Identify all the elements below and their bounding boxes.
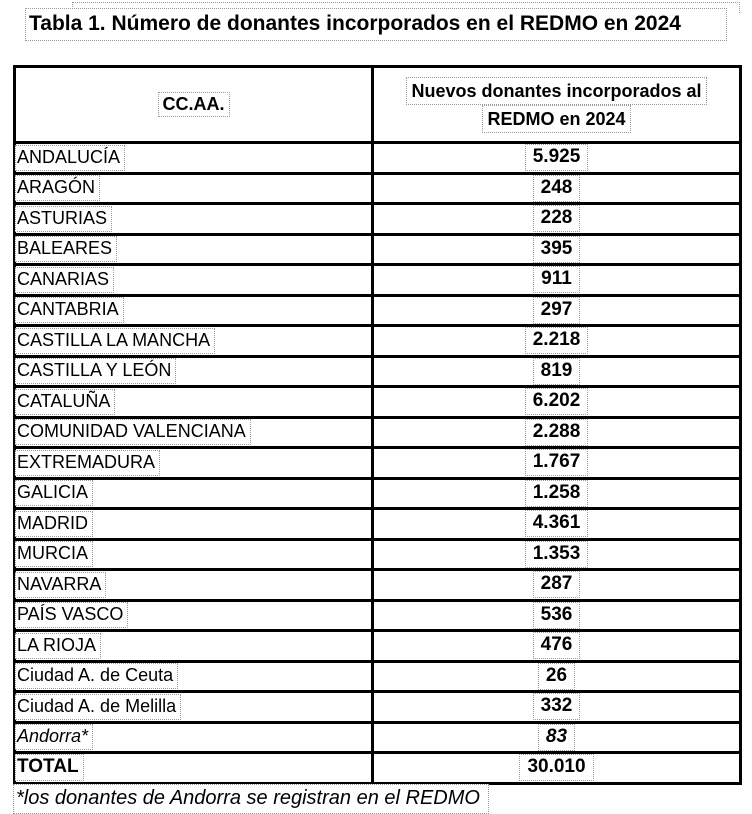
donor-count: 536	[533, 602, 581, 629]
donor-count: 1.353	[525, 541, 589, 568]
table-row	[15, 600, 741, 631]
table-row	[15, 204, 741, 235]
table-row	[15, 417, 741, 448]
table-row	[15, 326, 741, 357]
region-name: MADRID	[15, 511, 93, 537]
donor-count: 1.258	[525, 480, 589, 507]
donor-count: 395	[533, 236, 581, 263]
donor-count: 2.288	[525, 419, 589, 446]
region-name: TOTAL	[15, 754, 84, 781]
region-name: CATALUÑA	[15, 389, 115, 415]
region-name: EXTREMADURA	[15, 450, 160, 476]
region-name: ASTURIAS	[15, 206, 112, 232]
table-row	[15, 539, 741, 570]
donor-count: 26	[538, 663, 575, 690]
region-name: CASTILLA Y LEÓN	[15, 358, 176, 384]
header-donors-label-line2: REDMO en 2024	[482, 105, 630, 133]
footnote-container	[13, 784, 489, 814]
table-row	[15, 448, 741, 479]
donor-count: 1.767	[525, 449, 589, 476]
table-row	[15, 173, 741, 204]
region-name: LA RIOJA	[15, 633, 101, 659]
donor-count: 6.202	[525, 388, 589, 415]
donor-count: 819	[533, 358, 581, 385]
region-name: COMUNIDAD VALENCIANA	[15, 419, 251, 445]
region-name: NAVARRA	[15, 572, 106, 598]
table-row	[15, 570, 741, 601]
table-row	[15, 753, 741, 784]
header-ccaa-label: CC.AA.	[158, 92, 230, 117]
table-row	[15, 661, 741, 692]
table-row	[15, 478, 741, 509]
footnote: *los donantes de Andorra se registran en el REDMO	[13, 784, 489, 814]
table-row	[15, 356, 741, 387]
table-body	[15, 143, 741, 784]
table-row	[15, 722, 741, 753]
header-row	[15, 67, 741, 143]
donor-count: 287	[533, 571, 581, 598]
table-row	[15, 265, 741, 296]
region-name: Ciudad A. de Melilla	[15, 694, 181, 720]
donor-count: 911	[533, 266, 580, 293]
region-name: Andorra*	[15, 724, 93, 750]
donor-count: 248	[533, 175, 581, 202]
table-row	[15, 387, 741, 418]
donor-count: 228	[533, 205, 581, 232]
donor-count: 5.925	[525, 144, 589, 171]
region-name: PAÍS VASCO	[15, 602, 128, 628]
donor-count: 2.218	[525, 327, 589, 354]
region-name: BALEARES	[15, 236, 117, 262]
region-name: CANARIAS	[15, 267, 114, 293]
region-name: ANDALUCÍA	[15, 145, 125, 171]
table-row	[15, 631, 741, 662]
header-donors-label-line1: Nuevos donantes incorporados al	[406, 77, 706, 105]
table-row	[15, 143, 741, 174]
donor-count: 297	[533, 297, 581, 324]
donor-count: 476	[533, 632, 581, 659]
donor-count: 83	[538, 724, 575, 751]
region-name: Ciudad A. de Ceuta	[15, 663, 178, 689]
donor-count: 30.010	[519, 754, 593, 781]
header-cell-ccaa	[15, 67, 373, 143]
header-cell-donors	[373, 67, 741, 143]
table-row	[15, 509, 741, 540]
donor-count: 332	[533, 693, 581, 720]
donors-table	[13, 65, 742, 785]
donor-count: 4.361	[525, 510, 589, 537]
region-name: CASTILLA LA MANCHA	[15, 328, 215, 354]
region-name: MURCIA	[15, 541, 93, 567]
table-row	[15, 234, 741, 265]
region-name: GALICIA	[15, 480, 93, 506]
table-row	[15, 692, 741, 723]
region-name: ARAGÓN	[15, 175, 100, 201]
table-row	[15, 295, 741, 326]
region-name: CANTABRIA	[15, 297, 124, 323]
table-title: Tabla 1. Número de donantes incorporados en el REDMO en 2024	[25, 8, 727, 41]
